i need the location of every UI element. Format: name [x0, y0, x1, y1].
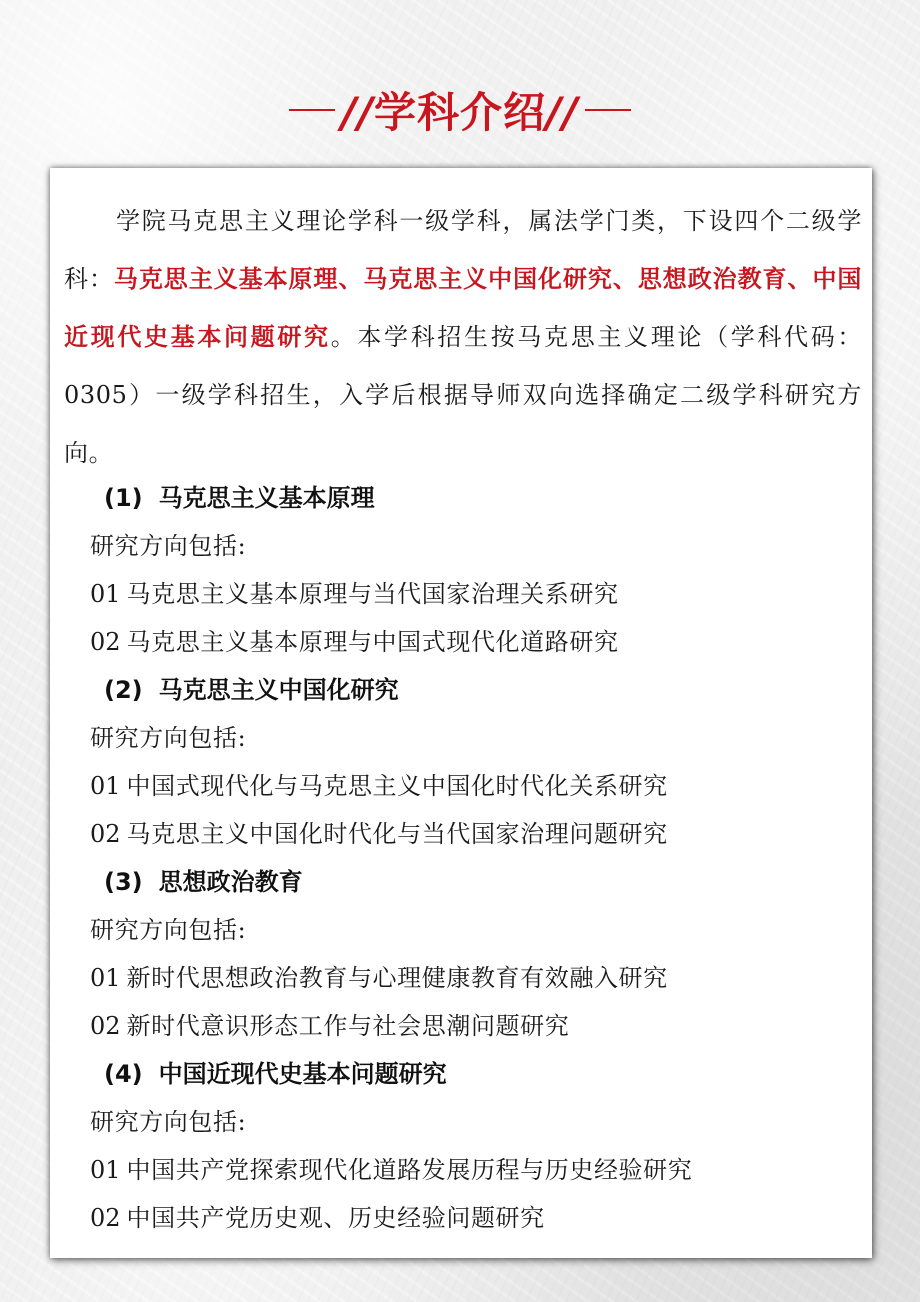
section-number: (1)	[104, 484, 143, 512]
content-card	[50, 168, 872, 1258]
section-title: 马克思主义中国化研究	[158, 676, 399, 704]
research-direction-label: 研究方向包括:	[90, 532, 247, 560]
section-number: (4)	[104, 1060, 143, 1088]
intro-text-part1: 学院马克思主义理论学科一级学科，属法学门类，下设四个二级学科：	[64, 207, 862, 293]
section-heading	[90, 858, 860, 906]
intro-highlight-subjects: 马克思主义基本原理、马克思主义中国化研究、思想政治教育、中国近现代史基本问题研究	[64, 265, 863, 351]
direction-text: 马克思主义中国化时代化与当代国家治理问题研究	[126, 820, 668, 848]
title-right-dash	[585, 109, 631, 111]
title-text	[341, 80, 578, 140]
title-left-slashes: //	[341, 88, 374, 137]
research-direction-item	[90, 1002, 860, 1050]
direction-code: 02	[90, 628, 121, 656]
direction-text: 新时代意识形态工作与社会思潮问题研究	[126, 1012, 570, 1040]
section-number: (3)	[104, 868, 143, 896]
direction-text: 新时代思想政治教育与心理健康教育有效融入研究	[126, 964, 668, 992]
direction-text: 马克思主义基本原理与中国式现代化道路研究	[126, 628, 619, 656]
title-label: 学科介绍	[373, 88, 546, 137]
direction-text: 中国共产党历史观、历史经验问题研究	[126, 1204, 545, 1232]
research-direction-item	[90, 570, 860, 618]
direction-text: 中国式现代化与马克思主义中国化时代化关系研究	[126, 772, 668, 800]
research-direction-label: 研究方向包括:	[90, 916, 247, 944]
direction-code: 01	[90, 964, 121, 992]
direction-text: 中国共产党探索现代化道路发展历程与历史经验研究	[126, 1156, 693, 1184]
direction-code: 02	[90, 820, 121, 848]
section-heading	[90, 474, 860, 522]
direction-code: 01	[90, 580, 121, 608]
direction-code: 02	[90, 1012, 121, 1040]
research-direction-item	[90, 1194, 860, 1242]
section-heading	[90, 1050, 860, 1098]
intro-text-part2: 。本学科招生按马克思主义理论（学科代码：0305）一级学科招生，入学后根据导师双向选择确定二级学科研究方向。	[64, 323, 863, 467]
direction-text: 马克思主义基本原理与当代国家治理关系研究	[126, 580, 619, 608]
research-direction-item	[90, 810, 860, 858]
direction-code: 02	[90, 1204, 121, 1232]
research-direction-item	[90, 1146, 860, 1194]
research-direction-item	[90, 762, 860, 810]
title-left-dash	[289, 109, 335, 111]
section-title: 思想政治教育	[158, 868, 303, 896]
section-title: 中国近现代史基本问题研究	[158, 1060, 447, 1088]
intro-paragraph	[64, 192, 862, 482]
section-title: 马克思主义基本原理	[158, 484, 375, 512]
direction-code: 01	[90, 772, 121, 800]
research-direction-label: 研究方向包括:	[90, 1108, 247, 1136]
section-heading	[90, 666, 860, 714]
research-direction-label: 研究方向包括:	[90, 724, 247, 752]
research-direction-item	[90, 954, 860, 1002]
page-title	[0, 78, 920, 142]
direction-code: 01	[90, 1156, 121, 1184]
title-right-slashes: //	[546, 88, 579, 137]
subject-sections	[90, 474, 860, 1242]
research-direction-item	[90, 618, 860, 666]
section-number: (2)	[104, 676, 143, 704]
